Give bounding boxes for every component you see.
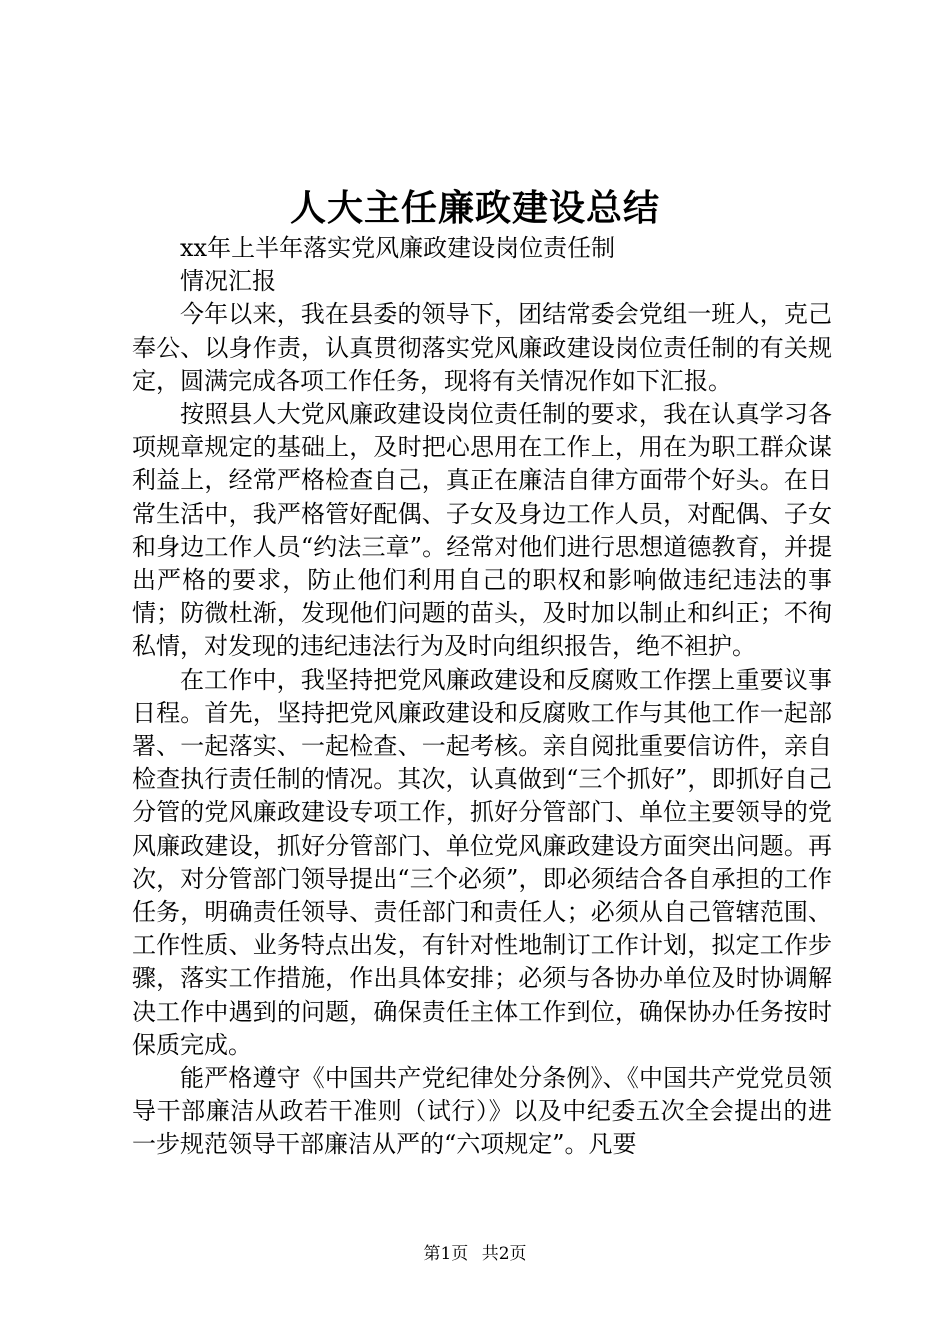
document-subtitle: [132, 232, 832, 298]
subtitle-line-1: xx年上半年落实党风廉政建设岗位责任制: [180, 234, 616, 262]
paragraph-1: 今年以来，我在县委的领导下，团结常委会党组一班人，克己奉公、以身作责，认真贯彻落实党风廉政建设岗位责任制的有关规定，圆满完成各项工作任务，现将有关情况作如下汇报。: [132, 300, 832, 395]
subtitle-line-2: 情况汇报: [180, 267, 276, 296]
paragraph-3: 在工作中，我坚持把党风廉政建设和反腐败工作摆上重要议事日程。首先，坚持把党风廉政建设和反腐败工作与其他工作一起部署、一起落实、一起检查、一起考核。亲自阅批重要信访件，亲自检查执行责任制的情况。其次，认真做到“三个抓好”，即抓好自己分管的党风廉政建设专项工作，抓好分管部门、单位主要领导的党风廉政建设，抓好分管部门、单位党风廉政建设方面突出问题。再次，对分管部门领导提出“三个必须”，即必须结合各自承担的工作任务，明确责任领导、责任部门和责任人；必须从自己管辖范围、工作性质、业务特点出发，有针对性地制订工作计划，拟定工作步骤，落实工作措施，作出具体安排；必须与各协办单位及时协调解决工作中遇到的问题，确保责任主体工作到位，确保协办任务按时保质完成。: [132, 665, 832, 1059]
document-title: 人大主任廉政建设总结: [289, 187, 660, 229]
page-number-current: 第1页: [423, 1244, 469, 1264]
page-footer: [0, 1242, 950, 1266]
page-number-total: 共2页: [481, 1244, 527, 1264]
paragraph-2: 按照县人大党风廉政建设岗位责任制的要求，我在认真学习各项规章规定的基础上，及时把心思用在工作上，用在为职工群众谋利益上，经常严格检查自己，真正在廉洁自律方面带个好头。在日常生活中，我严格管好配偶、子女及身边工作人员，对配偶、子女和身边工作人员“约法三章”。经常对他们进行思想道德教育，并提出严格的要求，防止他们利用自己的职权和影响做违纪违法的事情；防微杜渐，发现他们问题的苗头，及时加以制止和纠正；不徇私情，对发现的违纪违法行为及时向组织报告，绝不袒护。: [132, 400, 832, 661]
paragraph-4: 能严格遵守《中国共产党纪律处分条例》、《中国共产党党员领导干部廉洁从政若干准则（试行）》以及中纪委五次全会提出的进一步规范领导干部廉洁从严的“六项规定”。凡要: [132, 1064, 832, 1159]
document-body: [132, 232, 832, 1162]
